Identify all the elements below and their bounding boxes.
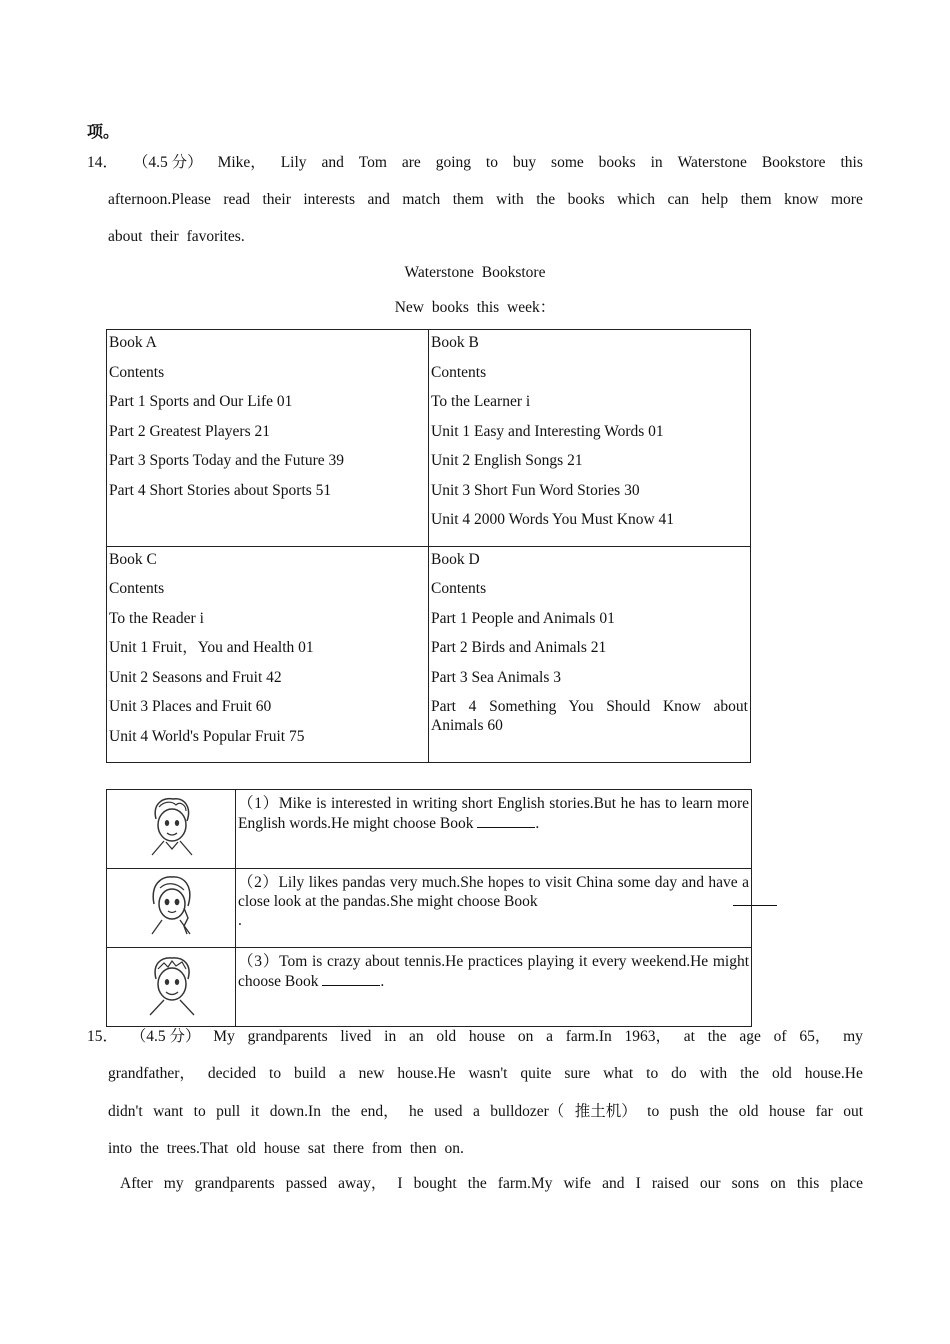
q15-word: on — [517, 1028, 534, 1045]
q15-score: （4.5 分） — [130, 1028, 201, 1045]
book-item: To the Learner i — [431, 393, 531, 410]
mike-question — [236, 790, 752, 869]
tom-question — [236, 948, 752, 1027]
q14-word: read — [223, 191, 251, 208]
q14-word: Tom — [358, 154, 387, 171]
q14-number: 14． — [87, 154, 119, 171]
boy-face-icon — [142, 953, 200, 1017]
q15-line-5 — [120, 1174, 863, 1194]
q15-word: decided — [207, 1065, 257, 1082]
q14-word: which — [617, 191, 655, 208]
book-item: Part 4 Something You Should Know about Animals 60 — [431, 698, 748, 734]
q15-word: at — [683, 1028, 695, 1045]
q14-word: can — [667, 191, 689, 208]
q15-word: farm.In — [565, 1028, 612, 1045]
question-end: . — [238, 912, 242, 929]
tom-avatar-cell — [107, 948, 236, 1027]
book-item: Part 1 Sports and Our Life 01 — [109, 393, 293, 410]
q15-word: pull — [216, 1103, 241, 1120]
q15-word: house — [768, 1103, 806, 1120]
q14-word: their — [262, 191, 291, 208]
girl-face-icon — [142, 874, 200, 938]
q15-word: away， — [338, 1175, 387, 1192]
book-title: Book A — [109, 334, 157, 351]
q15-word: what — [603, 1065, 634, 1082]
q15-word: the — [740, 1065, 760, 1082]
q14-word: going — [435, 154, 472, 171]
q15-word: farm.My — [497, 1175, 553, 1192]
q14-line-2 — [108, 190, 863, 210]
book-a-cell — [107, 330, 429, 547]
q15-word: build — [294, 1065, 326, 1082]
q14-word: Waterstone — [677, 154, 747, 171]
book-item: Unit 4 2000 Words You Must Know 41 — [431, 511, 675, 528]
q15-word: grandparents — [194, 1175, 275, 1192]
q15-word: do — [671, 1065, 687, 1082]
previous-section-fragment: 项。 — [87, 124, 120, 141]
q15-word: 推土机） — [574, 1103, 637, 1120]
lily-question — [236, 869, 752, 948]
book-contents-label: Contents — [109, 363, 165, 381]
q14-word: some — [551, 154, 584, 171]
q15-word: quite — [520, 1065, 552, 1082]
q15-word: After — [120, 1175, 153, 1192]
q15-word: grandfather， — [108, 1065, 195, 1082]
q15-word: house.He — [397, 1065, 456, 1082]
q15-line-1 — [87, 1027, 863, 1047]
q15-word: old — [738, 1103, 759, 1120]
q15-word: sons — [731, 1175, 760, 1192]
q15-word: didn't — [108, 1103, 143, 1120]
q15-word: want — [153, 1103, 184, 1120]
q15-line-4: into the trees.That old house sat there from then on. — [108, 1140, 464, 1157]
q15-word: in — [384, 1028, 397, 1045]
book-item: Part 3 Sports Today and the Future 39 — [109, 452, 344, 469]
question-text: （1）Mike is interested in writing short English stories.But he has to learn more English words.He might choose Book — [238, 795, 749, 832]
q15-line-2 — [108, 1064, 863, 1084]
book-item: Part 2 Greatest Players 21 — [109, 422, 270, 440]
q15-word: sure — [564, 1065, 591, 1082]
store-title: Waterstone Bookstore — [404, 264, 546, 281]
q15-word: I — [397, 1175, 403, 1192]
q15-word: grandparents — [247, 1028, 328, 1045]
q15-word: old — [771, 1065, 792, 1082]
book-title: Book B — [431, 334, 479, 351]
q15-word: used — [434, 1103, 463, 1120]
q14-word: help — [701, 191, 729, 208]
q15-line-3 — [108, 1102, 863, 1122]
q14-word: Lily — [280, 154, 307, 171]
q14-word: interests — [303, 191, 356, 208]
q14-word: them — [452, 191, 484, 208]
book-title: Book C — [109, 550, 157, 568]
q14-word: with — [496, 191, 524, 208]
q15-word: an — [408, 1028, 424, 1045]
books-table — [106, 329, 751, 763]
q15-word: bulldozer（ — [490, 1103, 565, 1120]
q14-word: in — [650, 154, 663, 171]
q15-word: My — [213, 1028, 235, 1045]
q15-word: house.He — [804, 1065, 863, 1082]
q14-word: and — [321, 154, 344, 171]
q15-word: this — [796, 1175, 820, 1192]
answer-blank[interactable] — [733, 905, 777, 906]
q15-word: the — [331, 1103, 351, 1120]
book-item: Unit 1 Easy and Interesting Words 01 — [431, 422, 664, 440]
q15-word: my — [163, 1175, 184, 1192]
q15-word: I — [635, 1175, 641, 1192]
q15-word: our — [699, 1175, 721, 1192]
q15-word: to — [269, 1065, 282, 1082]
q14-line-1 — [87, 153, 863, 173]
book-contents-label: Contents — [431, 363, 487, 381]
q15-word: wasn't — [468, 1065, 508, 1082]
book-c-cell — [107, 546, 429, 763]
q14-word: books — [567, 191, 605, 208]
q14-word: afternoon.Please — [108, 191, 211, 208]
q14-score: （4.5 分） — [132, 154, 203, 171]
q15-word: house — [468, 1028, 506, 1045]
book-item: Unit 2 English Songs 21 — [431, 452, 583, 469]
people-table — [106, 789, 752, 1027]
q15-word: bought — [413, 1175, 457, 1192]
q15-word: passed — [285, 1175, 328, 1192]
q15-word: age — [739, 1028, 761, 1045]
q15-word: out — [843, 1103, 863, 1120]
store-subtitle: New books this week： — [394, 299, 556, 316]
q15-word: down.In — [269, 1103, 321, 1120]
q15-word: 65， — [799, 1028, 831, 1045]
book-item: Unit 4 World's Popular Fruit 75 — [109, 727, 305, 745]
q15-word: the — [709, 1103, 729, 1120]
q14-word: and — [367, 191, 390, 208]
q15-word: place — [830, 1175, 863, 1192]
book-item: Part 4 Short Stories about Sports 51 — [109, 481, 332, 499]
q15-word: on — [770, 1175, 786, 1192]
book-item: Unit 2 Seasons and Fruit 42 — [109, 668, 282, 686]
q15-word: old — [436, 1028, 457, 1045]
book-item: To the Reader i — [109, 609, 204, 627]
q14-word: more — [831, 191, 863, 208]
q14-line1-w0: Mike， — [217, 154, 266, 171]
q15-word: it — [250, 1103, 260, 1120]
book-contents-label: Contents — [431, 580, 487, 597]
q15-number: 15． — [87, 1028, 119, 1045]
q15-word: far — [815, 1103, 833, 1120]
q15-word: 1963， — [624, 1028, 672, 1045]
q15-word: with — [699, 1065, 728, 1082]
q15-word: and — [602, 1175, 625, 1192]
q14-word: are — [401, 154, 421, 171]
boy-face-icon — [142, 795, 200, 859]
q15-word: to — [193, 1103, 206, 1120]
q15-word: my — [843, 1028, 863, 1045]
q15-word: a — [546, 1028, 553, 1045]
question-end: . — [535, 815, 540, 832]
q15-word: a — [338, 1065, 346, 1082]
q15-word: a — [472, 1103, 480, 1120]
book-d-cell — [429, 546, 751, 763]
book-item: Part 3 Sea Animals 3 — [431, 668, 562, 686]
q15-word: of — [773, 1028, 787, 1045]
q14-word: the — [536, 191, 556, 208]
q15-word: lived — [340, 1028, 372, 1045]
book-item: Unit 1 Fruit，You and Health 01 — [109, 639, 314, 656]
q15-word: to — [646, 1065, 659, 1082]
question-text: （3）Tom is crazy about tennis.He practices playing it every weekend.He might choose Book — [238, 953, 749, 990]
q14-word: to — [485, 154, 498, 171]
q14-word: them — [740, 191, 772, 208]
q15-word: the — [467, 1175, 487, 1192]
q14-word: match — [402, 191, 441, 208]
book-contents-label: Contents — [109, 580, 165, 597]
question-end: . — [380, 973, 385, 990]
q15-word: he — [409, 1103, 424, 1120]
answer-blank[interactable] — [477, 813, 535, 828]
q15-word: raised — [651, 1175, 689, 1192]
q15-word: end， — [360, 1103, 399, 1120]
q15-word: wife — [563, 1175, 592, 1192]
mike-avatar-cell — [107, 790, 236, 869]
book-item: Part 1 People and Animals 01 — [431, 609, 615, 627]
q14-word: books — [598, 154, 636, 171]
q15-word: the — [707, 1028, 727, 1045]
q15-word: to — [647, 1103, 660, 1120]
q14-word: Bookstore — [761, 154, 826, 171]
book-b-cell — [429, 330, 751, 547]
question-text: （2）Lily likes pandas very much.She hopes to visit China some day and have a close look at the pandas.She might choose Book — [238, 874, 749, 910]
q15-word: new — [358, 1065, 385, 1082]
book-item: Unit 3 Short Fun Word Stories 30 — [431, 481, 640, 499]
book-item: Unit 3 Places and Fruit 60 — [109, 698, 272, 715]
lily-avatar-cell — [107, 869, 236, 948]
q14-line-3: about their favorites. — [108, 228, 245, 245]
answer-blank[interactable] — [322, 971, 380, 986]
q15-word: push — [669, 1103, 699, 1120]
q14-word: buy — [512, 154, 537, 171]
book-item: Part 2 Birds and Animals 21 — [431, 639, 607, 656]
q14-word: this — [840, 154, 863, 171]
book-title: Book D — [431, 550, 480, 568]
q14-word: know — [784, 191, 819, 208]
